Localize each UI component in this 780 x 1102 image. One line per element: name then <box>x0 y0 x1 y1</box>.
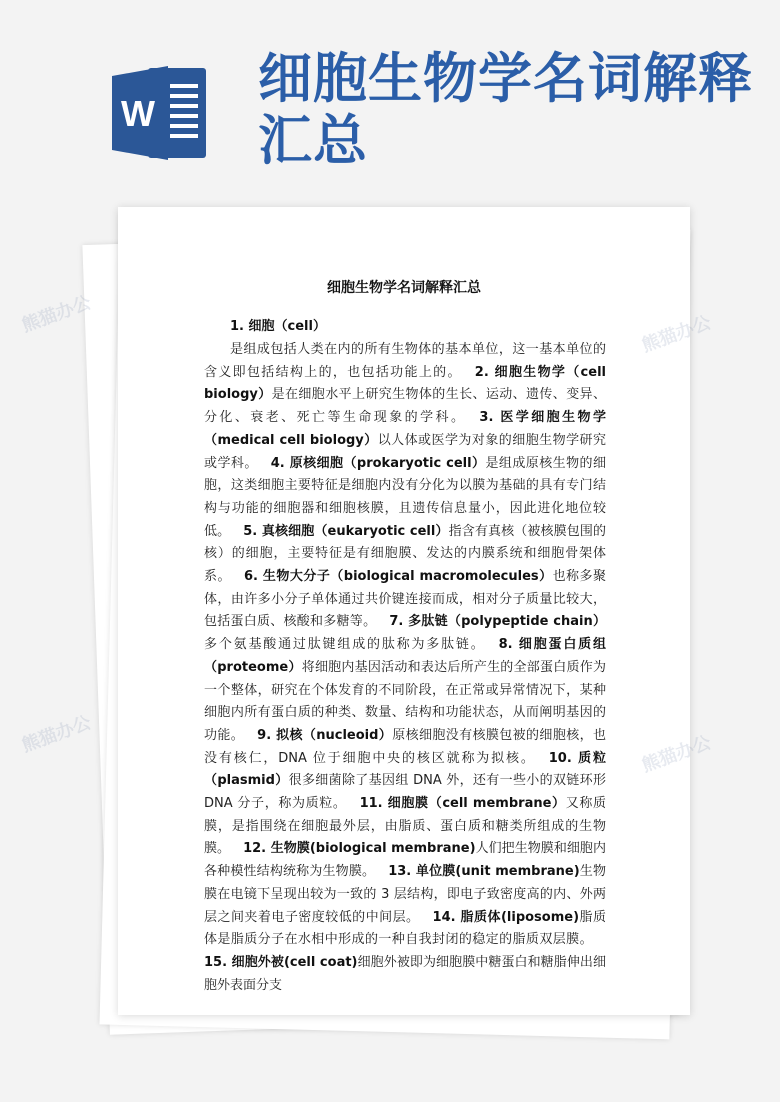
section-heading: 1. 细胞（cell） <box>230 319 326 334</box>
term-definition: 又称质膜，是指围绕在细胞最外层，由脂质、蛋白质和糖类所组成的生物膜。 <box>204 796 606 857</box>
term-heading: 11. 细胞膜（cell membrane） <box>359 796 566 812</box>
term-heading: 12. 生物膜(biological membrane) <box>243 841 476 857</box>
term-heading: 6. 生物大分子（biological macromolecules） <box>243 569 553 585</box>
term-definition: 生物膜在电镜下呈现出较为一致的 3 层结构，即电子致密度高的内、外两层之间夹着电子密度较低的中间层。 <box>204 864 606 925</box>
page-title: 细胞生物学名词解释汇总 <box>258 47 753 172</box>
term-definition: 细胞外被即为细胞膜中糖蛋白和糖脂伸出细胞外表面分支 <box>204 954 606 993</box>
watermark: 熊猫办公 <box>19 292 94 337</box>
term-heading: 2. 细胞生物学（cell biology） <box>204 364 606 403</box>
term-heading: 7. 多肽链（polypeptide chain） <box>389 614 606 630</box>
term-heading: 3. 医学细胞生物学（medical cell biology） <box>204 410 606 448</box>
document-body <box>204 339 606 997</box>
term-definition: 很多细菌除了基因组 DNA 外，还有一些小的双链环形 DNA 分子，称为质粒。 <box>204 773 606 812</box>
term-heading: 9. 拟核（nucleoid） <box>257 727 393 743</box>
term-definition: 是组成原核生物的细胞，这类细胞主要特征是细胞内没有分化为以膜为基础的具有专门结构与功能的细胞器和细胞核膜，且遗传信息量小，因此进化地位较低。 <box>204 455 606 539</box>
term-heading: 15. 细胞外被(cell coat) <box>204 954 358 970</box>
body-paragraph <box>204 339 606 997</box>
term-definition: 指含有真核（被核膜包围的核）的细胞，主要特征是有细胞膜、发达的内膜系统和细胞骨架体系。 <box>204 523 606 585</box>
term-heading: 10. 质粒（plasmid） <box>204 750 607 789</box>
word-icon-letter: W <box>121 93 155 134</box>
term-definition: 人们把生物膜和细胞内各种模性结构统称为生物膜。 <box>204 841 606 880</box>
term-definition: 将细胞内基因活动和表达后所产生的全部蛋白质作为一个整体，研究在个体发育的不同阶段，在正常或异常情况下，某种细胞内所有蛋白质的种类、数量、结构和功能状态，从而阐明基因的功能。 <box>204 659 606 743</box>
term-heading: 14. 脂质体(liposome) <box>432 909 580 925</box>
term-heading: 4. 原核细胞（prokaryotic cell） <box>270 455 486 471</box>
term-definition: 原核细胞没有核膜包被的细胞核，也没有核仁，DNA 位于细胞中央的核区就称为拟核。 <box>204 727 606 766</box>
term-heading: 8. 细胞蛋白质组（proteome） <box>204 637 606 675</box>
document-page <box>118 207 690 1015</box>
term-definition: 脂质体是脂质分子在水相中形成的一种自我封闭的稳定的脂质双层膜。 <box>204 909 606 948</box>
page-header <box>0 0 780 205</box>
term-heading: 5. 真核细胞（eukaryotic cell） <box>243 523 449 539</box>
term-definition: 以人体或医学为对象的细胞生物学研究或学科。 <box>204 432 606 471</box>
word-document-icon <box>108 62 210 164</box>
term-heading: 13. 单位膜(unit membrane) <box>388 864 580 880</box>
term-definition: 也称多聚体，由许多小分子单体通过共价键连接而成，相对分子质量比较大，包括蛋白质、核酸和多糖等。 <box>204 569 606 630</box>
term-definition: 是组成包括人类在内的所有生物体的基本单位，这一基本单位的含义即包括结构上的，也包括功能上的。 <box>204 342 606 380</box>
term-definition: 是在细胞水平上研究生物体的生长、运动、遗传、变异、分化、衰老、死亡等生命现象的学科。 <box>204 387 606 426</box>
watermark: 熊猫办公 <box>19 712 94 757</box>
term-definition: 多个氨基酸通过肽键组成的肽称为多肽链。 <box>204 637 486 653</box>
document-title: 细胞生物学名词解释汇总 <box>327 280 481 296</box>
